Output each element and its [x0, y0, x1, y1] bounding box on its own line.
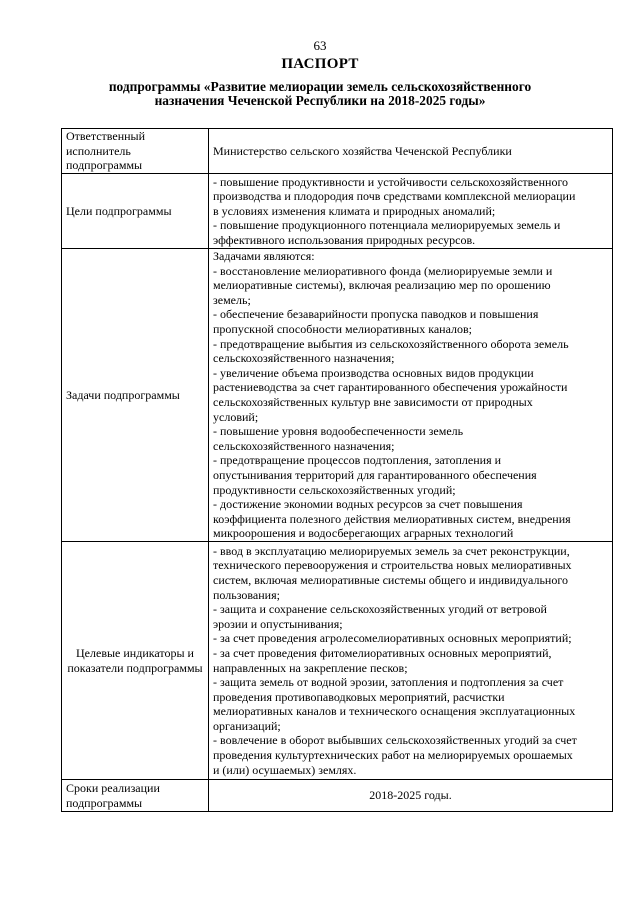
value-line: пропускной способности мелиоративных каналов;: [213, 322, 473, 337]
row-label: Задачи подпрограммы: [62, 249, 209, 542]
table-row-implementation-period: [62, 780, 613, 812]
value-line: продуктивности сельскохозяйственных угодий;: [213, 482, 456, 497]
value-line: - защита и сохранение сельскохозяйственных угодий от ветровой: [213, 602, 547, 617]
value-line: земель;: [213, 292, 251, 307]
row-value: [209, 780, 613, 812]
passport-table: [61, 128, 613, 812]
row-label: Целевые индикаторы и показатели подпрограммы: [62, 542, 209, 780]
row-value: [209, 174, 613, 249]
value-line: проведения противопаводковых мероприятий, расчистки: [213, 689, 505, 704]
table-row-tasks: [62, 249, 613, 542]
value-line: сельскохозяйственного назначения;: [213, 351, 395, 366]
row-label: Сроки реализации подпрограммы: [62, 780, 209, 812]
value-line: в условиях изменения климата и природных аномалий;: [213, 203, 496, 218]
value-line: сельскохозяйственных культур вне зависимости от природных: [213, 395, 533, 409]
value-line: и (или) осушаемых) землях.: [213, 762, 357, 777]
value-line: проведения культуртехнических работ на мелиорируемых орошаемых: [213, 748, 573, 763]
value-line: - восстановление мелиоративного фонда (мелиорируемые земли и: [213, 263, 553, 278]
value-line: Задачами являются:: [213, 249, 315, 264]
row-value: [209, 249, 613, 542]
value-line: - за счет проведения агролесомелиоративных основных мероприятий;: [213, 631, 572, 646]
value-line: направленных на закрепление песков;: [213, 660, 408, 675]
row-value: [209, 542, 613, 780]
value-line: - вовлечение в оборот выбывших сельскохозяйственных угодий за счет: [213, 733, 577, 748]
row-label: Цели подпрограммы: [62, 174, 209, 249]
value-line: - повышение уровня водообеспеченности земель: [213, 424, 464, 439]
value-line: систем, включая мелиоративные системы общего и индивидуального: [213, 572, 568, 587]
value-line: условий;: [213, 409, 259, 424]
value-line: - достижение экономии водных ресурсов за счет повышения: [213, 497, 523, 512]
value-line: организаций;: [213, 718, 281, 733]
value-line: эффективного использования природных ресурсов.: [213, 232, 476, 247]
table-row-target-indicators: [62, 542, 613, 780]
value-line: коэффициента полезного действия мелиоративных систем, внедрения: [213, 511, 571, 526]
value-line: мелиоративных каналов и технического оснащения эксплуатационных: [213, 704, 576, 719]
value-line: - увеличение объема производства основных видов продукции: [213, 365, 534, 380]
value-line: - повышение продукционного потенциала мелиорируемых земель и: [213, 218, 561, 233]
value-line: Министерство сельского хозяйства Чеченской Республики: [213, 143, 512, 158]
value-line: растениеводства за счет гарантированного обеспечения урожайности: [213, 380, 568, 395]
page-number: 63: [313, 38, 327, 53]
table-row-goals: [62, 174, 613, 249]
table-row-responsible-executor: [62, 129, 613, 174]
value-line: - предотвращение процессов подтопления, затопления и: [213, 453, 502, 468]
value-line: технического перевооружения и строительства новых мелиоративных: [213, 558, 572, 573]
value-line: опустынивания территорий для гарантированного обеспечения: [213, 467, 537, 482]
value-line: пользования;: [213, 587, 280, 602]
value-line: микроорошения и водосберегающих аграрных технологий: [213, 526, 514, 541]
subtitle-line: назначения Чеченской Республики на 2018-2025 годы»: [154, 93, 486, 108]
row-label: Ответственный исполнитель подпрограммы: [62, 129, 209, 174]
value-line: - защита земель от водной эрозии, затопления и подтопления за счет: [213, 675, 564, 690]
value-line: производства и плодородия почв средствами комплексной мелиорации: [213, 189, 576, 204]
value-line: эрозии и опустынивания;: [213, 616, 343, 631]
document-subtitle: [60, 80, 580, 108]
value-line: - обеспечение безаварийности пропуска паводков и повышения: [213, 307, 539, 322]
row-value: [209, 129, 613, 174]
value-line: - за счет проведения фитомелиоративных основных мероприятий,: [213, 645, 552, 660]
value-line: 2018-2025 годы.: [369, 788, 452, 803]
value-line: сельскохозяйственного назначения;: [213, 438, 395, 453]
value-line: мелиоративные системы), включая реализацию мер по орошению: [213, 278, 551, 293]
value-line: - предотвращение выбытия из сельскохозяйственного оборота земель: [213, 336, 569, 351]
value-line: - ввод в эксплуатацию мелиорируемых земель за счет реконструкции,: [213, 543, 570, 558]
document-title: ПАСПОРТ: [281, 56, 359, 72]
subtitle-line: подпрограммы «Развитие мелиорации земель сельскохозяйственного: [108, 79, 532, 94]
value-line: - повышение продуктивности и устойчивости сельскохозяйственного: [213, 174, 569, 189]
